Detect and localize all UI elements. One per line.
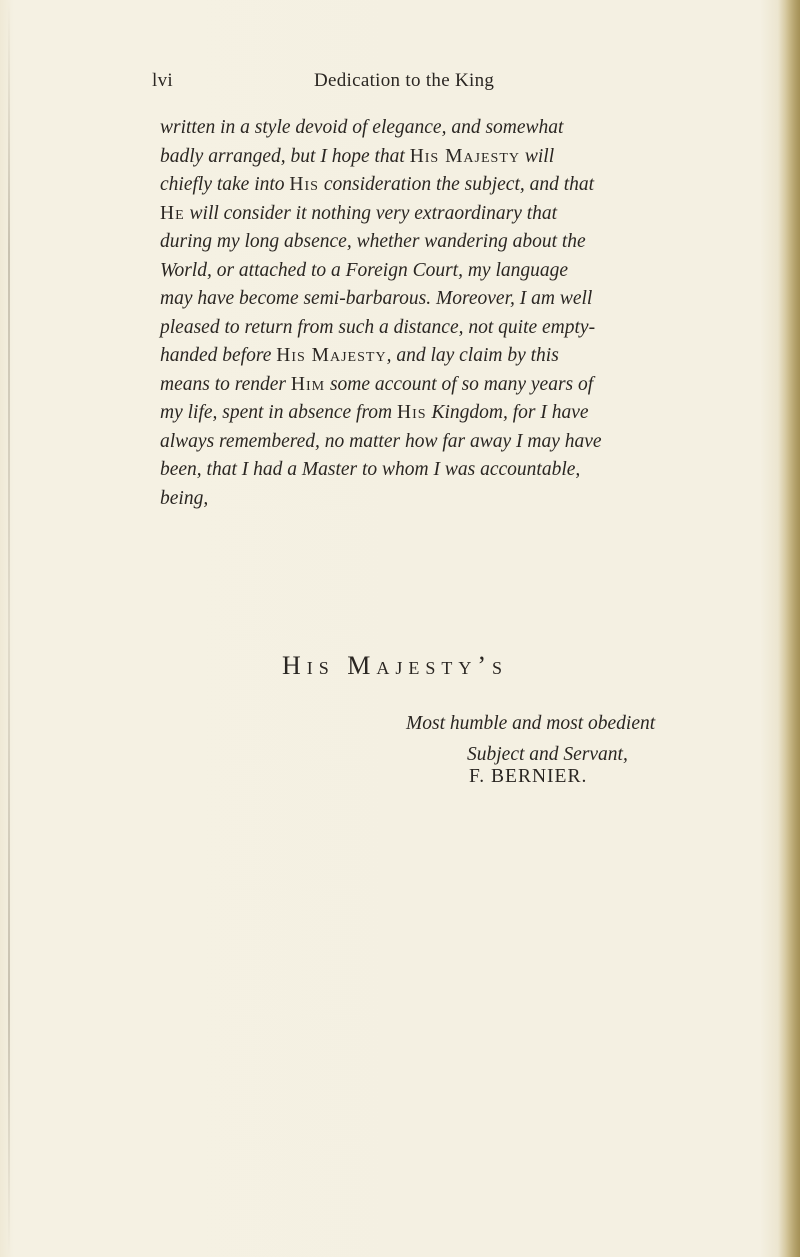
page-number: lvi	[152, 70, 173, 91]
body-text-segment: Kingdom, for I have	[426, 402, 589, 423]
body-text-segment: being,	[160, 487, 209, 509]
body-line	[160, 342, 640, 371]
body-text-segment: written in a style devoid of elegance, and somewhat	[160, 117, 564, 138]
body-text-segment: , and lay claim by this	[386, 345, 559, 366]
body-text-segment: chiefly take into	[160, 174, 290, 195]
body-line	[160, 228, 640, 257]
royal-reference: His Majesty	[409, 145, 520, 167]
body-text-segment: will consider it nothing very extraordinary that	[184, 202, 558, 224]
page-gutter-edge	[778, 0, 800, 1257]
body-line	[160, 371, 640, 400]
royal-reference: His	[289, 174, 319, 195]
body-line	[160, 200, 640, 229]
body-text-segment: always remembered, no matter how far away I may have	[160, 430, 602, 452]
body-text-segment: World, or attached to a Foreign Court, my language	[160, 259, 569, 281]
body-line	[160, 399, 640, 428]
royal-reference: His Majesty	[276, 345, 387, 366]
subscription-line-2: Subject and Servant,	[467, 744, 628, 765]
body-line	[160, 143, 640, 172]
body-text-segment: during my long absence, whether wandering about the	[160, 231, 586, 252]
body-line	[160, 314, 640, 343]
body-line	[160, 285, 640, 314]
body-text-segment: pleased to return from such a distance, not quite empty-	[160, 316, 596, 338]
body-text-segment: consideration the subject, and that	[318, 174, 595, 195]
dedication-body	[160, 114, 640, 513]
body-line	[160, 171, 640, 200]
running-head	[152, 70, 650, 100]
body-line	[160, 114, 640, 143]
royal-reference: He	[160, 202, 185, 224]
body-text-segment: handed before	[160, 345, 277, 366]
running-title: Dedication to the King	[314, 70, 495, 91]
body-text-segment: may have become semi-barbarous. Moreover, I am well	[160, 288, 593, 309]
body-text-segment: badly arranged, but I hope that	[160, 145, 410, 167]
body-text-segment: will	[520, 145, 555, 167]
body-text-segment: my life, spent in absence from	[160, 402, 398, 423]
body-line	[160, 485, 640, 514]
signature: F. BERNIER.	[469, 766, 588, 787]
closing-heading: His Majesty’s	[282, 651, 509, 680]
subscription-line-1: Most humble and most obedient	[406, 713, 656, 734]
page-left-shadow	[8, 0, 10, 1257]
body-text-segment: some account of so many years of	[325, 373, 594, 395]
royal-reference: His	[397, 402, 427, 423]
body-text-segment: been, that I had a Master to whom I was accountable,	[160, 459, 581, 480]
royal-reference: Him	[290, 373, 326, 395]
body-line	[160, 428, 640, 457]
body-text-segment: means to render	[160, 373, 291, 395]
body-line	[160, 257, 640, 286]
body-line	[160, 456, 640, 485]
